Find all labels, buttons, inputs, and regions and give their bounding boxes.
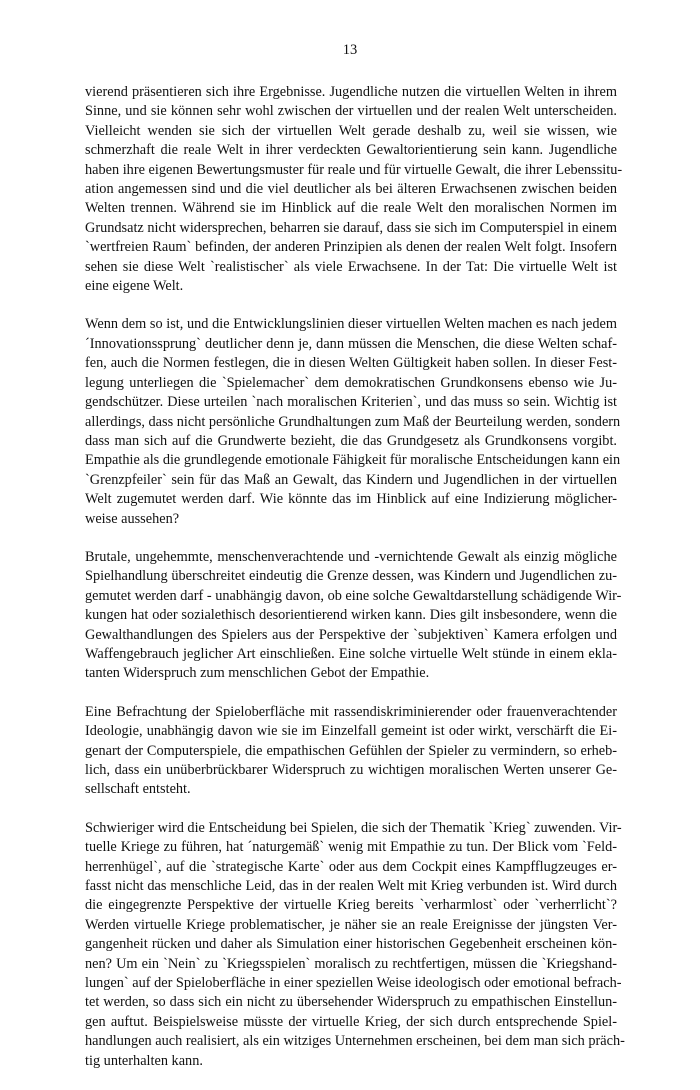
text-line: sehen sie diese Welt `realistischer` als viele Erwachsene. In der Tat: Die virtuelle Welt ist xyxy=(85,258,617,275)
text-line: fen, auch die Normen festlegen, die in diesen Welten Gültigkeit haben sollen. In dieser Fest- xyxy=(85,355,617,372)
text-line: Spielhandlung überschreitet eindeutig die Grenze dessen, was Kindern und Jugendlichen zu- xyxy=(85,568,617,585)
text-line: lungen` auf der Spieloberfläche in einer speziellen Weise ideologisch oder emotional befrach- xyxy=(85,975,622,992)
text-line: ation angemessen sind und die viel deutlicher als bei älteren Erwachsenen zwischen beiden xyxy=(85,181,617,198)
text-line: weise aussehen? xyxy=(85,510,180,527)
text-line: allerdings, dass nicht persönliche Grundhaltungen zum Maß der Beurteilung werden, sondern xyxy=(85,413,621,430)
text-line: Grundsatz nicht widersprechen, beharren sie darauf, dass sie sich im Computerspiel in einem xyxy=(85,219,618,236)
text-line: sellschaft entsteht. xyxy=(85,781,191,798)
text-line: die eingegrenzte Perspektive der virtuelle Krieg bereits `verharmlost` oder `verherrlicht`? xyxy=(85,897,617,914)
page-number: 13 xyxy=(342,42,358,58)
text-line: Sinne, und sie können sehr wohl zwischen der virtuellen und der realen Welt unterscheiden. xyxy=(85,103,617,120)
paragraph-2 xyxy=(85,315,621,528)
text-line: Eine Befrachtung der Spieloberfläche mit rassendiskriminierender oder frauenverachtender xyxy=(85,703,617,720)
text-line: tig unterhalten kann. xyxy=(85,1052,203,1069)
text-line: legung unterliegen die `Spielemacher` dem demokratischen Grundkonsens ebenso wie Ju- xyxy=(85,374,617,391)
text-line: tanten Widerspruch zum menschlichen Gebot der Empathie. xyxy=(85,665,430,682)
text-line: Welt zugemutet werden darf. Wie könnte das im Hinblick auf eine Indizierung möglicher- xyxy=(85,491,617,508)
text-line: kungen hat oder sozialethisch desorientierend wirken kann. Dies gilt insbesondere, wenn die xyxy=(85,607,617,624)
text-line: herrenhügel`, auf die `strategische Karte` oder aus dem Cockpit eines Kampfflugzeuges er- xyxy=(85,858,617,875)
text-line: gendschützer. Diese urteilen `nach moralischen Kriterien`, und das muss so sein. Wichtig ist xyxy=(85,394,617,411)
text-line: Ideologie, unabhängig davon wie sie im Einzelfall gemeint ist oder wirkt, verschärft die Ei- xyxy=(85,723,617,740)
text-line: Schwieriger wird die Entscheidung bei Spielen, die sich der Thematik `Krieg` zuwenden. Vir- xyxy=(85,819,622,836)
text-line: dass man sich auf die Grundwerte bezieht, die das Grundgesetz als Grundkonsens vorgibt. xyxy=(85,432,617,449)
text-line: vierend präsentieren sich ihre Ergebnisse. Jugendliche nutzen die virtuellen Welten in ihrem xyxy=(85,84,617,100)
text-line: `Grenzpfeiler` sein für das Maß an Gewalt, das Kindern und Jugendlichen in der virtuellen xyxy=(85,471,617,488)
paragraph-5 xyxy=(85,819,625,1071)
text-line: Wenn dem so ist, und die Entwicklungslinien dieser virtuellen Welten machen es nach jedem xyxy=(85,316,617,333)
text-line: `wertfreien Raum` befinden, der anderen Prinzipien als denen der realen Welt folgt. Insofern xyxy=(85,239,617,256)
text-line: handlungen auch realisiert, als ein witziges Unternehmen erscheinen, bei dem man sich präch- xyxy=(85,1033,625,1050)
text-line: tuelle Kriege zu führen, hat ´naturgemäß` wenig mit Empathie zu tun. Der Blick vom `Feld- xyxy=(85,839,617,856)
body-text xyxy=(85,83,625,1090)
text-line: nen? Um ein `Nein` zu `Kriegsspielen` moralisch zu rechtfertigen, müssen die `Kriegshand- xyxy=(85,955,617,972)
text-line: Vielleicht wenden sie sich der virtuellen Welt gerade deshalb zu, weil sie wissen, wie xyxy=(85,122,617,139)
text-line: tet werden, so dass sich ein nicht zu übersehender Widerspruch zu empathischen Einstellun- xyxy=(85,994,617,1011)
text-line: genart der Computerspiele, die empathischen Gefühlen der Spieler zu vermindern, so erheb- xyxy=(85,742,617,759)
text-line: gemutet werden darf - unabhängig davon, ob eine solche Gewaltdarstellung schädigende Wir- xyxy=(85,587,622,604)
text-line: ´Innovationssprung` deutlicher denn je, dann müssen die Menschen, die diese Welten schaf- xyxy=(85,335,617,352)
text-line: haben ihre eigenen Bewertungsmuster für reale und für virtuelle Gewalt, die ihrer Lebenssitu- xyxy=(85,161,623,178)
text-line: gen auftut. Beispielsweise müsste der virtuelle Krieg, der sich durch entsprechende Spiel- xyxy=(85,1013,617,1030)
text-line: gangenheit rücken und daher als Simulation einer historischen Gegebenheit erscheinen kön- xyxy=(85,936,617,953)
text-line: lich, dass ein unüberbrückbarer Widerspruch zu wichtigen moralischen Werten unserer Ge- xyxy=(85,762,617,778)
text-line: Welten trennen. Während sie im Hinblick auf die reale Welt den moralischen Normen im xyxy=(85,200,617,217)
text-line: Gewalthandlungen des Spielers aus der Perspektive der `subjektiven` Kamera erfolgen und xyxy=(85,626,617,643)
text-line: fasst nicht das menschliche Leid, das in der realen Welt mit Krieg verbunden ist. Wird durch xyxy=(85,878,617,895)
text-line: Empathie als die grundlegende emotionale Fähigkeit für moralische Entscheidungen kann ein xyxy=(85,452,621,469)
paragraph-4 xyxy=(85,703,617,800)
text-line: schmerzhaft die reale Welt in ihrer verdeckten Gewaltorientierung sein kann. Jugendliche xyxy=(85,142,617,159)
text-line: eine eigene Welt. xyxy=(85,278,184,295)
paragraph-1 xyxy=(85,83,623,296)
text-line: Brutale, ungehemmte, menschenverachtende und -vernichtende Gewalt als einzig mögliche xyxy=(85,548,617,565)
paragraph-3 xyxy=(85,548,622,684)
text-line: Werden virtuelle Kriege problematischer, je näher sie an reale Ereignisse der jüngsten Ver- xyxy=(85,916,617,933)
text-line: Waffengebrauch jeglicher Art einschließen. Eine solche virtuelle Welt stünde in einem ekla- xyxy=(85,645,617,662)
